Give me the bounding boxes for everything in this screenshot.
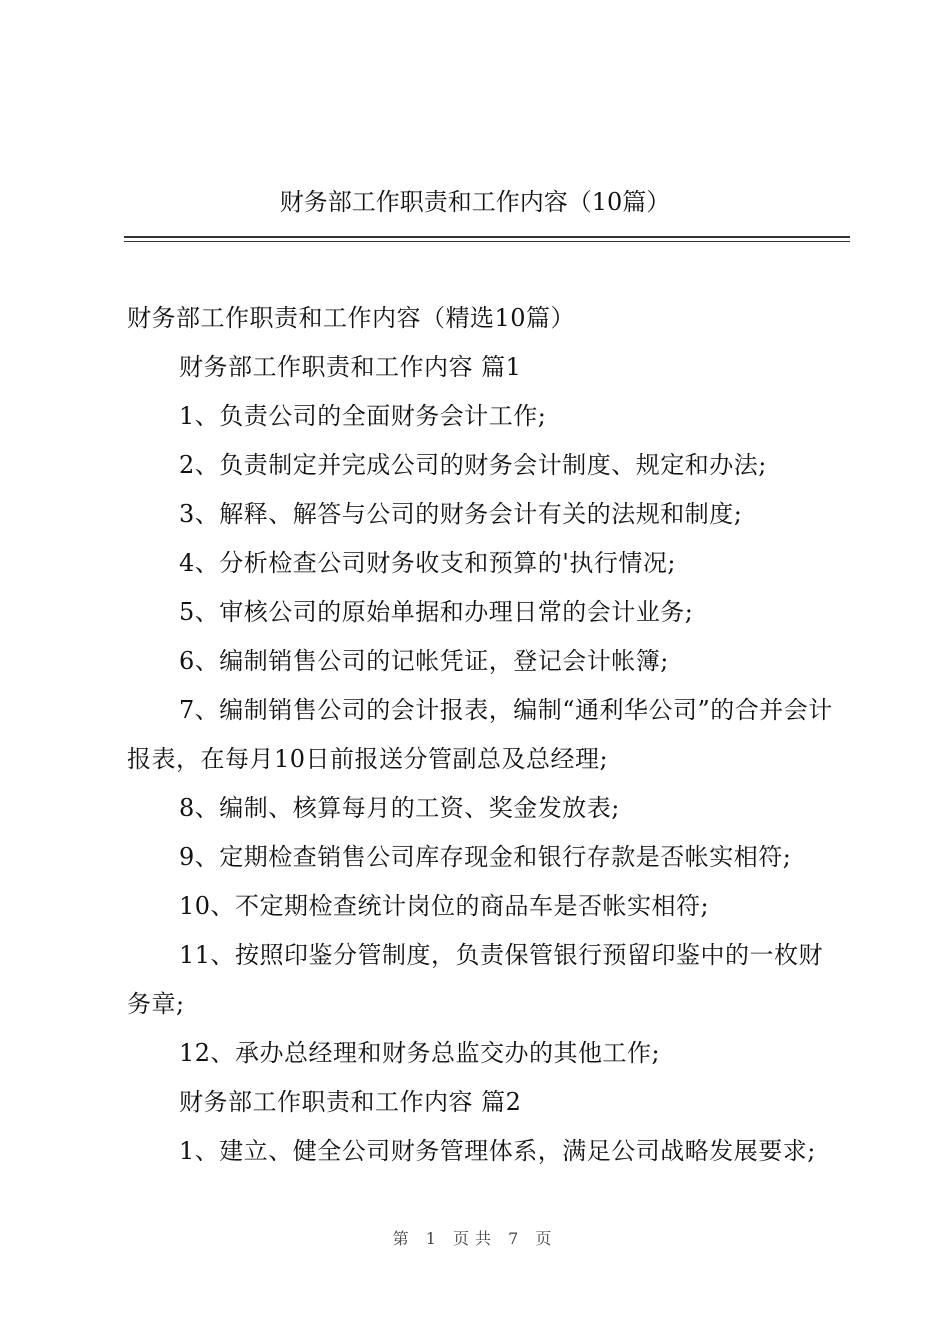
- document-title: 财务部工作职责和工作内容（10篇）: [279, 188, 671, 216]
- list-item: 9、定期检查销售公司库存现金和银行存款是否帐实相符;: [179, 843, 792, 871]
- list-item: 4、分析检查公司财务收支和预算的'执行情况;: [179, 549, 676, 577]
- page-number: 第 1 页共 7 页: [392, 1229, 558, 1248]
- intro-line: 财务部工作职责和工作内容（精选10篇）: [127, 304, 576, 332]
- document-body: [127, 294, 847, 1176]
- list-item: 12、承办总经理和财务总监交办的其他工作;: [179, 1039, 661, 1067]
- list-item: 3、解释、解答与公司的财务会计有关的法规和制度;: [179, 500, 743, 528]
- list-item: 5、审核公司的原始单据和办理日常的会计业务;: [179, 598, 694, 626]
- list-item: 11、按照印鉴分管制度，负责保管银行预留印鉴中的一枚财务章;: [127, 941, 824, 1018]
- list-item: 1、负责公司的全面财务会计工作;: [179, 402, 547, 430]
- section-2-heading: 财务部工作职责和工作内容 篇2: [179, 1088, 522, 1116]
- list-item: 6、编制销售公司的记帐凭证，登记会计帐簿;: [179, 647, 669, 675]
- header-double-rule: [124, 236, 850, 242]
- list-item: 7、编制销售公司的会计报表，编制“通利华公司”的合并会计报表，在每月10日前报送分管副总及总经理;: [127, 696, 833, 773]
- list-item: 2、负责制定并完成公司的财务会计制度、规定和办法;: [179, 451, 767, 479]
- list-item: 10、不定期检查统计岗位的商品车是否帐实相符;: [179, 892, 710, 920]
- list-item: 1、建立、健全公司财务管理体系，满足公司战略发展要求;: [179, 1137, 816, 1165]
- list-item: 8、编制、核算每月的工资、奖金发放表;: [179, 794, 620, 822]
- section-1-heading: 财务部工作职责和工作内容 篇1: [179, 353, 522, 381]
